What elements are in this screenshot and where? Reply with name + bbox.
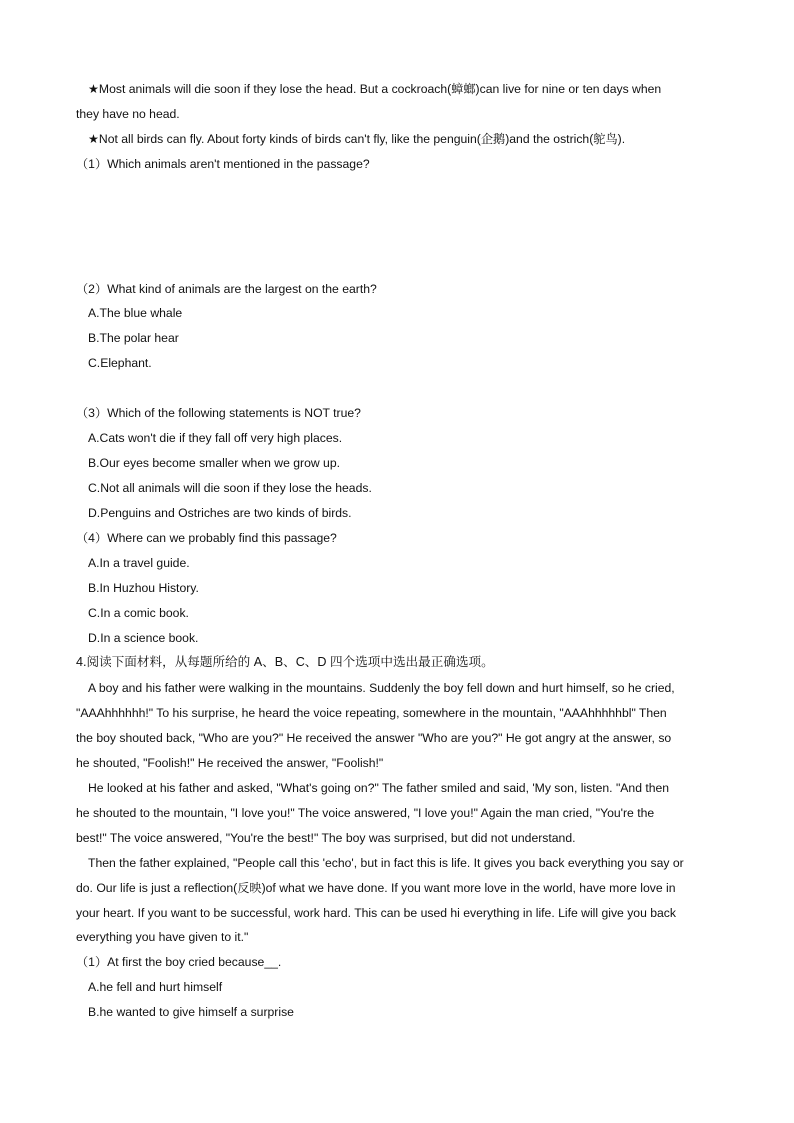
question-4: （4）Where can we probably find this passage?	[76, 531, 337, 545]
q4-option-d: D.In a science book.	[88, 631, 199, 645]
story-line: He looked at his father and asked, "What's going on?" The father smiled and said, 'My son, listen. "And then	[88, 781, 670, 795]
story-line: A boy and his father were walking in the mountains. Suddenly the boy fell down and hurt himself, so he cried,	[88, 681, 675, 695]
question-1: （1）Which animals aren't mentioned in the passage?	[76, 157, 370, 171]
story-line: best!" The voice answered, "You're the best!" The boy was surprised, but did not understand.	[76, 831, 576, 845]
section-4-heading: 4.阅读下面材料，从每题所给的 A、B、C、D 四个选项中选出最正确选项。	[76, 655, 494, 669]
story-line: everything you have given to it."	[76, 930, 249, 944]
fact-birds-line: ★Not all birds can fly. About forty kinds of birds can't fly, like the penguin(企鹅)and the ostrich(鸵鸟).	[88, 132, 626, 146]
story-line: he shouted, "Foolish!" He received the answer, "Foolish!"	[76, 756, 384, 770]
story-line: do. Our life is just a reflection(反映)of what we have done. If you want more love in the world, have more love in	[76, 881, 676, 895]
q3-option-c: C.Not all animals will die soon if they lose the heads.	[88, 481, 372, 495]
story-line: he shouted to the mountain, "I love you!" The voice answered, "I love you!" Again the man cried, "You're the	[76, 806, 655, 820]
q3-option-b: B.Our eyes become smaller when we grow up.	[88, 456, 340, 470]
q4-option-c: C.In a comic book.	[88, 606, 189, 620]
q2-option-b: B.The polar hear	[88, 331, 179, 345]
story-line: Then the father explained, "People call this 'echo', but in fact this is life. It gives you back everything you say or	[88, 856, 684, 870]
story-line: "AAAhhhhhh!" To his surprise, he heard the voice repeating, somewhere in the mountain, "AAAhhhhhbl" Then	[76, 706, 667, 720]
fact-cockroach-line2: they have no head.	[76, 107, 180, 121]
story-q1-option-a: A.he fell and hurt himself	[88, 980, 223, 994]
q3-option-a: A.Cats won't die if they fall off very high places.	[88, 431, 343, 445]
story-q1-option-b: B.he wanted to give himself a surprise	[88, 1005, 294, 1019]
story-question-1: （1）At first the boy cried because__.	[76, 955, 282, 969]
question-2: （2）What kind of animals are the largest on the earth?	[76, 282, 377, 296]
q4-option-b: B.In Huzhou History.	[88, 581, 199, 595]
q4-option-a: A.In a travel guide.	[88, 556, 190, 570]
story-line: your heart. If you want to be successful, work hard. This can be used hi everything in life. Life will give you back	[76, 906, 676, 920]
q3-option-d: D.Penguins and Ostriches are two kinds of birds.	[88, 506, 352, 520]
q2-option-a: A.The blue whale	[88, 306, 183, 320]
story-line: the boy shouted back, "Who are you?" He received the answer "Who are you?" He got angry at the answer, so	[76, 731, 672, 745]
q2-option-c: C.Elephant.	[88, 356, 152, 370]
fact-cockroach-line1: ★Most animals will die soon if they lose the head. But a cockroach(蟑螂)can live for nine or ten days when	[88, 82, 662, 96]
question-3: （3）Which of the following statements is NOT true?	[76, 406, 361, 420]
